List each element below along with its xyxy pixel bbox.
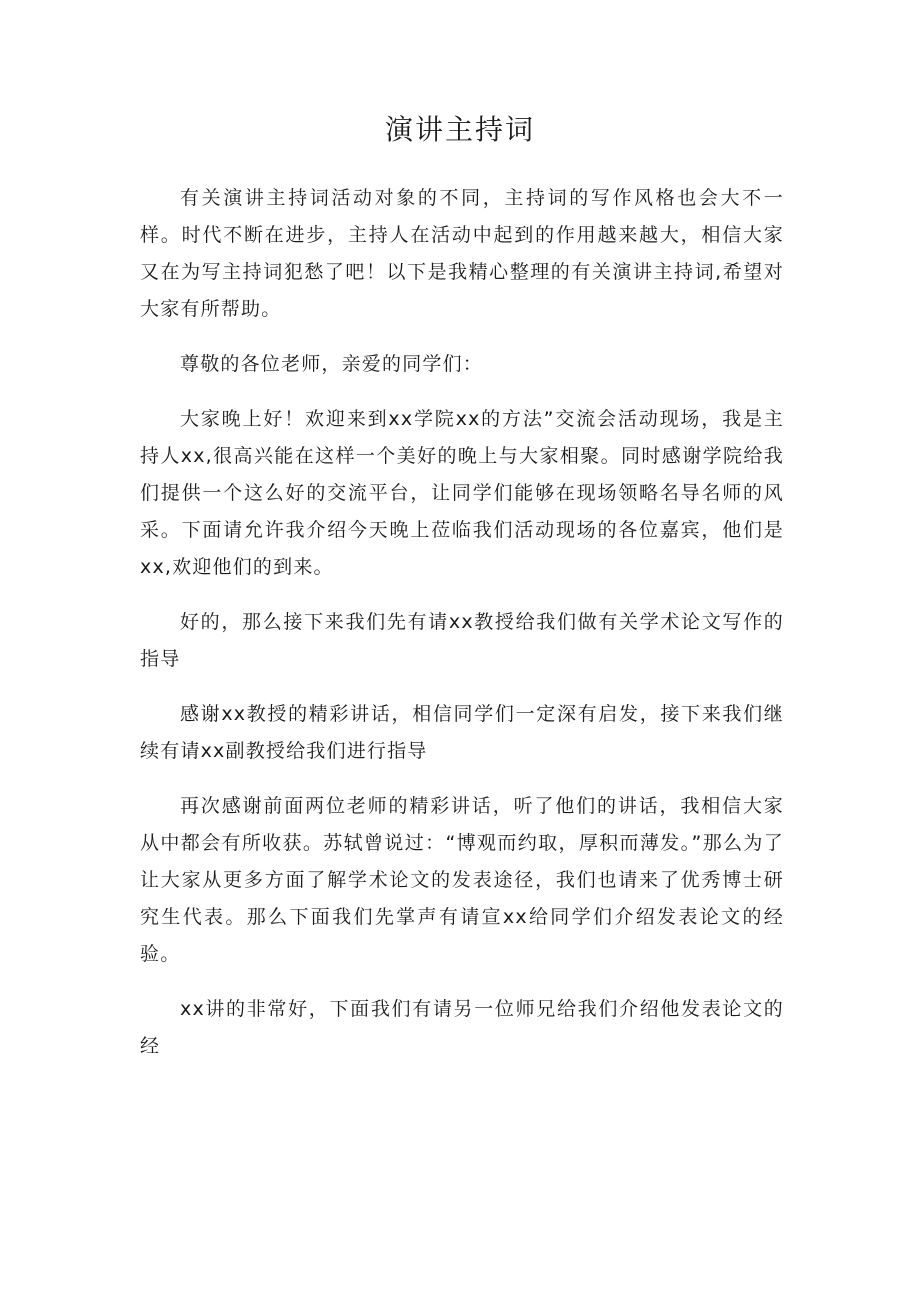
document-title: 演讲主持词 xyxy=(384,113,535,146)
paragraph-second-speaker: 感谢xx教授的精彩讲话，相信同学们一定深有启发，接下来我们继续有请xx副教授给我们进行指导 xyxy=(140,703,784,762)
paragraph-welcome: 大家晚上好！欢迎来到xx学院xx的方法”交流会活动现场，我是主持人xx,很高兴能在这样一个美好的晚上与大家相聚。同时感谢学院给我们提供一个这么好的交流平台，让同学们能够在现场领略名导名师的风采。下面请允许我介绍今天晚上莅临我们活动现场的各位嘉宾，他们是xx,欢迎他们的到来。 xyxy=(140,408,784,578)
document-body xyxy=(140,180,784,1083)
paragraph-intro: 有关演讲主持词活动对象的不同，主持词的写作风格也会大不一样。时代不断在进步，主持人在活动中起到的作用越来越大，相信大家又在为写主持词犯愁了吧！以下是我精心整理的有关演讲主持词,希望对大家有所帮助。 xyxy=(140,187,784,320)
paragraph-phd-introduction: 再次感谢前面两位老师的精彩讲话，听了他们的讲话，我相信大家从中都会有所收获。苏轼曾说过：“博观而约取，厚积而薄发。”那么为了让大家从更多方面了解学术论文的发表途径，我们也请来了优秀博士研究生代表。那么下面我们先掌声有请宣xx给同学们介绍发表论文的经验。 xyxy=(140,795,784,965)
paragraph-first-speaker: 好的，那么接下来我们先有请xx教授给我们做有关学术论文写作的指导 xyxy=(140,611,784,670)
paragraph-greeting: 尊敬的各位老师，亲爱的同学们： xyxy=(180,353,484,375)
paragraph-next-speaker: xx讲的非常好，下面我们有请另一位师兄给我们介绍他发表论文的经 xyxy=(140,998,784,1057)
